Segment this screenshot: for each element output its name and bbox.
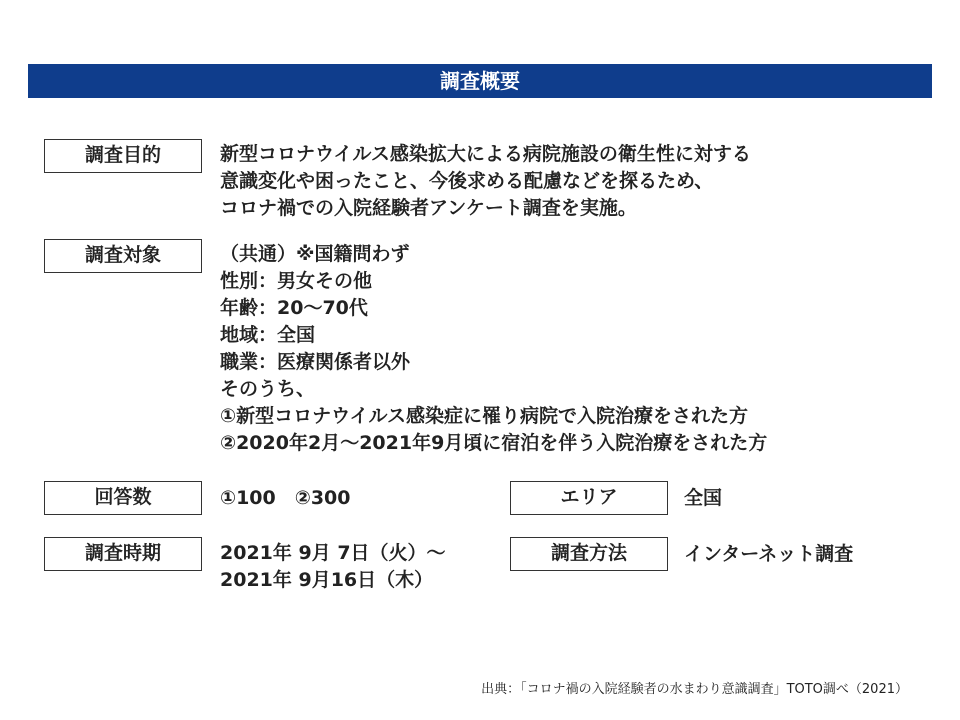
purpose-line-3: コロナ禍での入院経験者アンケート調査を実施。	[220, 197, 637, 219]
area-label: エリア	[510, 481, 668, 515]
purpose-line-2: 意識変化や困ったこと、今後求める配慮などを探るため、	[220, 170, 714, 192]
section-title-bar	[28, 64, 932, 98]
target-content	[220, 241, 767, 457]
purpose-label: 調査目的	[44, 139, 202, 173]
target-label: 調査対象	[44, 239, 202, 273]
target-line-7: ①新型コロナウイルス感染症に罹り病院で入院治療をされた方	[220, 405, 748, 427]
target-line-5: 職業：医療関係者以外	[220, 351, 411, 373]
period-content	[220, 540, 446, 594]
purpose-content	[220, 141, 751, 222]
method-value: インターネット調査	[684, 543, 854, 565]
method-label: 調査方法	[510, 537, 668, 571]
target-line-4: 地域：全国	[220, 324, 316, 346]
responses-label: 回答数	[44, 481, 202, 515]
period-line-1: 2021年 9月 7日（火）～	[220, 542, 446, 564]
purpose-line-1: 新型コロナウイルス感染拡大による病院施設の衛生性に対する	[220, 143, 751, 165]
section-title: 調査概要	[440, 69, 520, 93]
target-line-6: そのうち、	[220, 378, 316, 400]
area-value: 全国	[684, 487, 723, 509]
target-line-3: 年齢：20～70代	[220, 297, 368, 319]
responses-value: ①100 ②300	[220, 487, 351, 509]
source-note: 出典：「コロナ禍の入院経験者の水まわり意識調査」TOTO調べ（2021）	[481, 682, 908, 697]
target-line-8: ②2020年2月～2021年9月頃に宿泊を伴う入院治療をされた方	[220, 432, 768, 454]
period-label: 調査時期	[44, 537, 202, 571]
target-line-2: 性別：男女その他	[220, 270, 373, 292]
target-line-1: （共通）※国籍問わず	[220, 243, 410, 265]
period-line-2: 2021年 9月16日（木）	[220, 569, 434, 591]
